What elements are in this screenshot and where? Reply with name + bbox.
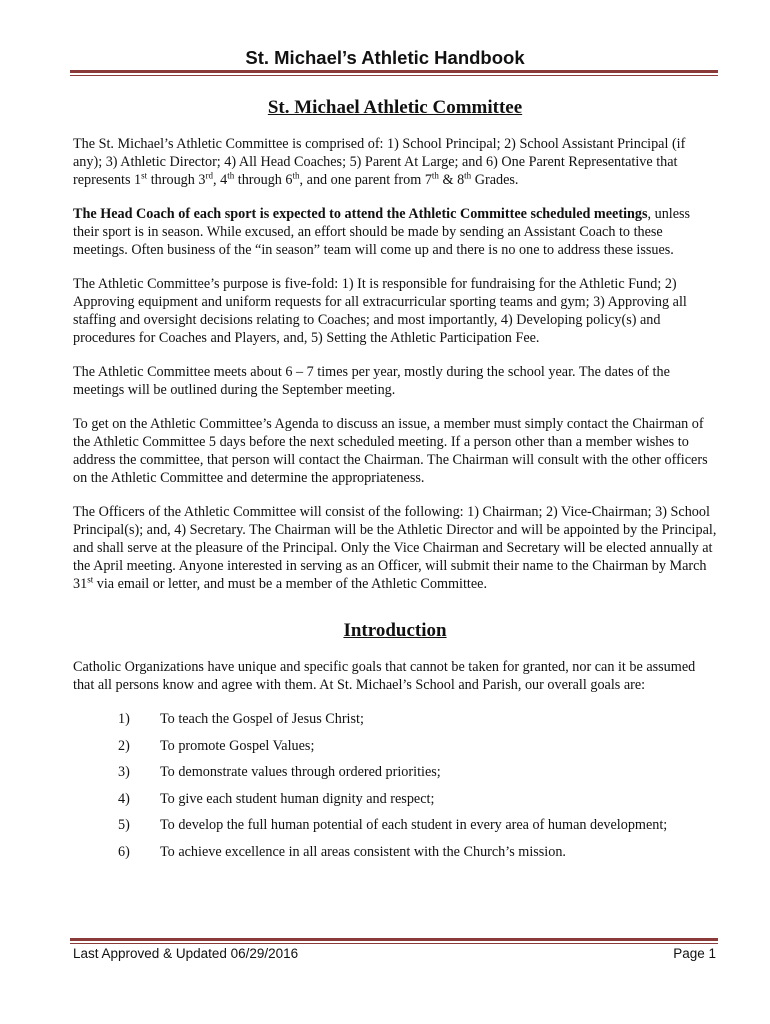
list-text: To promote Gospel Values; bbox=[160, 737, 315, 754]
list-number: 5) bbox=[118, 817, 130, 833]
sup: th bbox=[227, 170, 235, 181]
text: , 4 bbox=[213, 172, 228, 188]
sup: th bbox=[464, 170, 472, 181]
list-number: 2) bbox=[118, 737, 130, 754]
list-text: To teach the Gospel of Jesus Christ; bbox=[160, 711, 364, 727]
bold-text: The Head Coach of each sport is expected to attend the Athletic Committee scheduled meetings bbox=[73, 206, 648, 222]
introduction-paragraph: Catholic Organizations have unique and specific goals that cannot be taken for granted, nor can it be assumed that all persons know and agree with them. At St. Michael’s School and Parish, our overall goals are: bbox=[73, 659, 696, 693]
text: through 6 bbox=[234, 172, 293, 188]
list-number: 6) bbox=[118, 843, 130, 860]
list-text: To demonstrate values through ordered priorities; bbox=[160, 764, 441, 780]
purpose-paragraph: The Athletic Committee’s purpose is five-fold: 1) It is responsible for fundraising for the Athletic Fund; 2) Approving equipment and uniform requests for all extracurricular sporting teams and gym; 3) Approving all staffing and oversight decisions relating to Coaches; and most importantly, 4) Developing policy(s) and procedures for Coaches and Players, and, 5) Setting the Athletic Participation Fee. bbox=[73, 276, 687, 346]
head-coach-paragraph bbox=[73, 205, 717, 259]
page-header-title: St. Michael’s Athletic Handbook bbox=[245, 47, 525, 68]
footer-page-number: Page 1 bbox=[673, 946, 716, 961]
header-rule-thick bbox=[70, 70, 718, 73]
agenda-paragraph: To get on the Athletic Committee’s Agenda to discuss an issue, a member must simply contact the Chairman of the Athletic Committee 5 days before the next scheduled meeting. If a person other than a member wishes to address the committee, that person will contact the Chairman. The Chairman will consult with the other officers on the Athletic Committee and determine the appropriateness. bbox=[73, 416, 708, 486]
introduction-heading: Introduction bbox=[343, 620, 447, 641]
list-item bbox=[73, 790, 717, 808]
list-number: 4) bbox=[118, 790, 130, 807]
list-number: 1) bbox=[118, 711, 130, 727]
page-content bbox=[73, 96, 717, 869]
footer-approval-date: Last Approved & Updated 06/29/2016 bbox=[73, 946, 299, 961]
list-item bbox=[73, 710, 717, 728]
list-item bbox=[73, 737, 717, 755]
text: Grades. bbox=[471, 172, 519, 188]
meetings-paragraph: The Athletic Committee meets about 6 – 7 times per year, mostly during the school year. The dates of the meetings will be outlined during the September meeting. bbox=[73, 364, 670, 398]
sup: rd bbox=[205, 170, 213, 181]
list-text: To achieve excellence in all areas consistent with the Church’s mission. bbox=[160, 843, 566, 860]
sup: st bbox=[87, 574, 94, 585]
footer-rule-thick bbox=[70, 938, 718, 941]
text: , unless their sport is in season. While excused, an effort should be made by sending an Assistant Coach to these meetings. Often business of the “in season” team will come up and there is no one to address these issues. bbox=[73, 206, 691, 258]
sup: th bbox=[431, 170, 439, 181]
sup: st bbox=[141, 170, 148, 181]
list-text: To develop the full human potential of each student in every area of human development; bbox=[160, 817, 668, 833]
list-number: 3) bbox=[118, 764, 130, 780]
list-item bbox=[73, 816, 717, 834]
list-item bbox=[73, 843, 717, 861]
text: through 3 bbox=[147, 172, 206, 188]
header-rule-thin bbox=[70, 75, 718, 76]
text: The Officers of the Athletic Committee will consist of the following: 1) Chairman; 2) Vice-Chairman; 3) School Principal(s); and, 4) Secretary. The Chairman will be the Athletic Director and will be appointed by the Principal, and shall serve at the pleasure of the Principal. Only the Vice Chairman and Secretary will be elected annually at the April meeting. Anyone interested in serving as an Officer, will submit their name to the Chairman by March 31 bbox=[73, 504, 717, 592]
goals-list bbox=[73, 710, 717, 861]
text: via email or letter, and must be a member of the Athletic Committee. bbox=[93, 576, 488, 592]
text: The St. Michael’s Athletic Committee is comprised of: 1) School Principal; 2) School Assistant Principal (if any); 3) Athletic Director; 4) All Head Coaches; 5) Parent At Large; and 6) One Parent Representative that represents 1 bbox=[73, 136, 686, 188]
officers-paragraph bbox=[73, 503, 717, 593]
list-item bbox=[73, 763, 717, 781]
committee-heading: St. Michael Athletic Committee bbox=[267, 97, 523, 118]
committee-composition-paragraph bbox=[73, 135, 717, 189]
text: , and one parent from 7 bbox=[299, 172, 432, 188]
sup: th bbox=[292, 170, 300, 181]
text: & 8 bbox=[438, 172, 465, 188]
list-text: To give each student human dignity and respect; bbox=[160, 790, 435, 807]
